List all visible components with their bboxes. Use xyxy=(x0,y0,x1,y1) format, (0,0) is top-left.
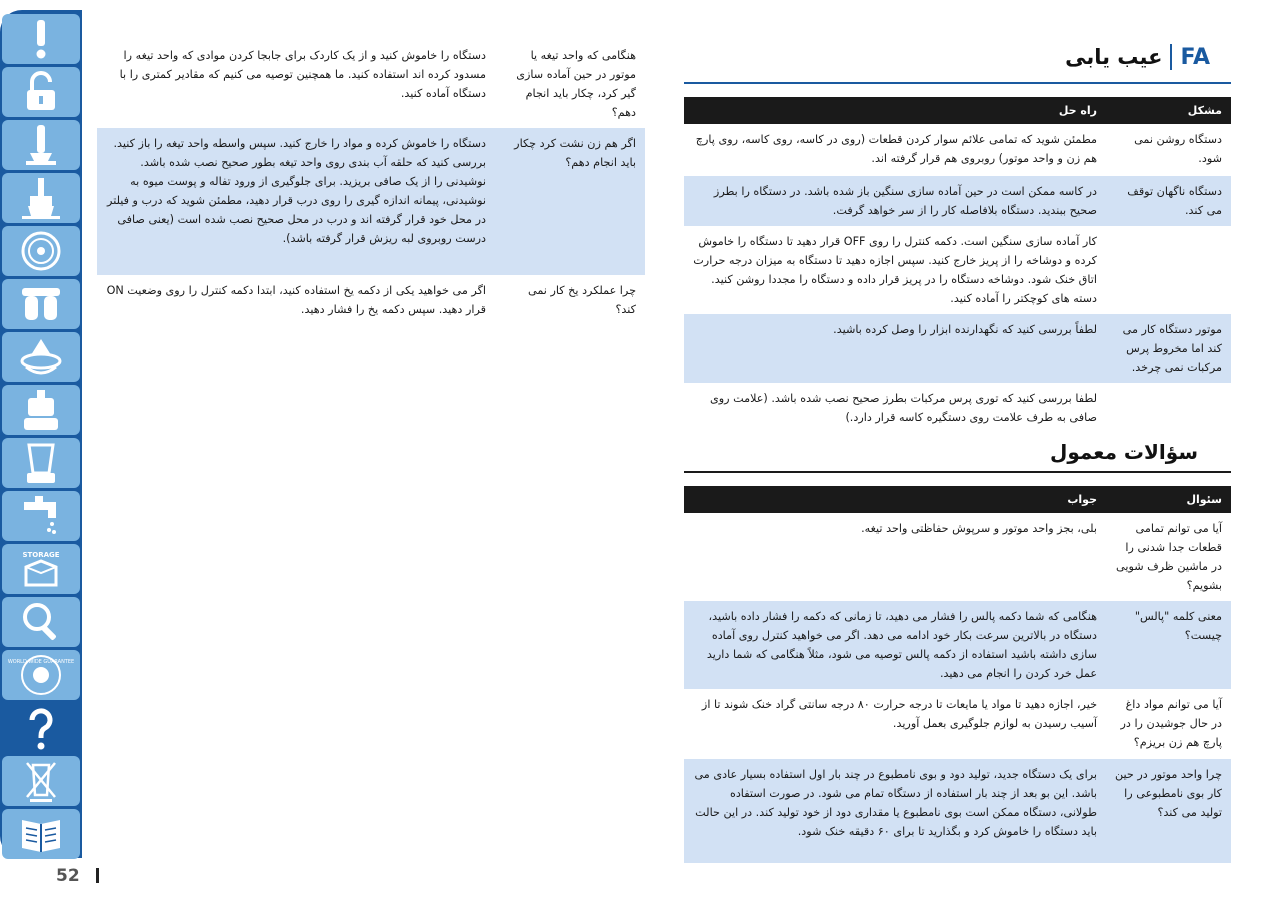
solution-cell: در کاسه ممکن است در حین آماده سازی سنگین باز شده باشد. در دستگاه را بطرز صحیح ببندید. دستگاه بلافاصله کار را از سر خواهد گرفت. xyxy=(684,176,1106,226)
magnifier-icon[interactable] xyxy=(2,597,80,647)
answer-cell: خیر، اجازه دهید تا مواد یا مایعات تا درجه حرارت ۸۰ درجه سانتی گراد خنک شوند تا از آسیب رسیدن به لوازم جلوگیری بعمل آورید. xyxy=(701,698,1097,730)
header-rule xyxy=(684,82,1231,84)
faq-continued-table xyxy=(97,40,645,325)
table-row xyxy=(684,314,1231,383)
answer-cell: دستگاه را خاموش کنید و از یک کاردک برای جابجا کردن موادی که واحد تیغه را مسدود کرده اند استفاده کنید. ما همچنین توصیه می کنیم که مقادیر کمتری را با دستگاه آماده کنید. xyxy=(119,49,486,100)
solution-cell: لطفاً بررسی کنید که نگهدارنده ابزار را وصل کرده باشید. xyxy=(684,314,1106,383)
col-header-question: سئوال xyxy=(1106,486,1231,513)
table-row xyxy=(684,513,1231,601)
padlock-icon[interactable] xyxy=(2,67,80,117)
table-row xyxy=(684,759,1231,863)
storage-label: STORAGE xyxy=(22,551,60,559)
crossed-bin-icon[interactable] xyxy=(2,756,80,806)
blender-jar-icon[interactable] xyxy=(2,438,80,488)
troubleshooting-table xyxy=(684,97,1231,433)
problem-cell: دستگاه ناگهان توقف می کند. xyxy=(1106,176,1231,226)
col-header-solution: راه حل xyxy=(684,97,1106,124)
table-row xyxy=(684,124,1231,176)
answer-cell: هنگامی که شما دکمه پالس را فشار می دهید، تا زمانی که دکمه را فشار داده باشید، دستگاه در بالاترین سرعت بکار خود ادامه می دهد. اگر می خواهید کنترل روی آماده سازی داشته باشید استفاده از دکمه پالس توصیه می شود، مثلاً هنگامی که شما دارید عمل خرد کردن را انجام می دهید. xyxy=(684,601,1106,689)
food-processor-icon[interactable] xyxy=(2,385,80,435)
table-row xyxy=(684,601,1231,689)
solution-cell: مطمئن شوید که تمامی علائم سوار کردن قطعات (روی در کاسه، روی کاسه، روی پارچ هم زن و واحد موتور) روبروی هم قرار گرفته اند. xyxy=(695,133,1097,165)
faq-rule xyxy=(684,471,1231,473)
table-row xyxy=(684,226,1231,314)
answer-cell: بلی، بجز واحد موتور و سرپوش حفاظتی واحد تیغه. xyxy=(861,522,1097,535)
storage-box-icon[interactable] xyxy=(2,544,80,594)
problem-cell xyxy=(1106,383,1231,433)
faq-title: سؤالات معمول xyxy=(1050,440,1198,464)
stick-blender-icon[interactable] xyxy=(2,120,80,170)
table-row xyxy=(684,383,1231,433)
page-number-bar xyxy=(96,868,99,883)
solution-cell: لطفا بررسی کنید که توری پرس مرکبات بطرز صحیح نصب شده باشد. (علامت روی صافی به طرف علامت روی دستگیره کاسه قرار دارد.) xyxy=(709,392,1097,424)
faq-table xyxy=(684,486,1231,863)
disc-icon[interactable] xyxy=(2,226,80,276)
question-cell: چرا واحد موتور در حین کار بوی نامطبوعی را تولید می کند؟ xyxy=(1106,759,1231,863)
answer-cell: اگر می خواهید یکی از دکمه یخ استفاده کنید، ابتدا دکمه کنترل را روی وضعیت ON قرار دهید. سپس دکمه یخ را فشار دهید. xyxy=(106,284,486,316)
problem-cell: دستگاه روشن نمی شود. xyxy=(1134,133,1222,165)
guarantee-label: WORLD-WIDE GUARANTEE xyxy=(7,659,75,665)
manual-book-icon[interactable] xyxy=(2,809,80,859)
col-header-answer: جواب xyxy=(684,486,1106,513)
problem-cell: موتور دستگاه کار می کند اما مخروط پرس مرکبات نمی چرخد. xyxy=(1106,314,1231,383)
warning-icon[interactable] xyxy=(2,14,80,64)
citrus-press-icon[interactable] xyxy=(2,332,80,382)
worldwide-guarantee-icon[interactable] xyxy=(2,650,80,700)
answer-cell: دستگاه را خاموش کرده و مواد را خارج کنید. سپس واسطه واحد تیغه را باز کنید. بررسی کنید که حلقه آب بندی روی واحد تیغه بطور صحیح نصب شده باشد. نوشیدنی را از یک صافی بریزید. برای جلوگیری از ورود تفاله و پوست میوه به نوشیدنی، پیمانه اندازه گیری را روی درب قرار دهید، مطمئن شوید که درب و فیلتر در محل خود قرار گرفته اند و درب در محل صحیح نصب شده است (یعنی صافی درست روبروی لبه ریزش قرار گرفته باشد). xyxy=(97,128,495,275)
page-number: 52 xyxy=(56,866,80,886)
section-sidebar xyxy=(0,10,82,858)
question-mark-icon[interactable] xyxy=(2,703,80,753)
table-row xyxy=(97,128,645,275)
col-header-problem: مشکل xyxy=(1106,97,1231,124)
question-cell: آیا می توانم مواد داغ در حال جوشیدن را در پارچ هم زن بریزم؟ xyxy=(1120,698,1222,749)
table-row xyxy=(97,40,645,128)
question-cell: هنگامی که واحد تیغه یا موتور در حین آماده سازی گیر کرد، چکار باید انجام دهم؟ xyxy=(516,49,636,119)
chopper-blender-icon[interactable] xyxy=(2,173,80,223)
table-row xyxy=(684,176,1231,226)
question-cell: معنی کلمه "پالس" چیست؟ xyxy=(1106,601,1231,689)
problem-cell xyxy=(1106,226,1231,314)
question-cell: آیا می توانم تمامی قطعات جدا شدنی را در ماشین ظرف شویی بشویم؟ xyxy=(1116,522,1222,592)
page-header xyxy=(1065,44,1210,70)
kneading-tools-icon[interactable] xyxy=(2,279,80,329)
question-cell: اگر هم زن نشت کرد چکار باید انجام دهم؟ xyxy=(495,128,645,275)
tap-water-icon[interactable] xyxy=(2,491,80,541)
language-code: FA xyxy=(1180,44,1210,70)
table-row xyxy=(684,689,1231,759)
question-cell: چرا عملکرد یخ کار نمی کند؟ xyxy=(528,284,636,316)
title-separator xyxy=(1170,44,1172,70)
answer-cell: برای یک دستگاه جدید، تولید دود و بوی نامطبوع در چند بار اول استفاده بسیار عادی می باشد. این بو بعد از چند بار استفاده از دستگاه تمام می شود. در صورت استفاده طولانی، دستگاه ممکن است بوی نامطبوع یا مقداری دود از خود تولید کند. در این حالت باید دستگاه را خاموش کرد و بگذارید تا برای ۶۰ دقیقه خنک شود. xyxy=(684,759,1106,863)
solution-cell: کار آماده سازی سنگین است. دکمه کنترل را روی OFF قرار دهید تا دستگاه را خاموش کرده و دوشاخه را از پریز خارج کنید. سپس اجازه دهید تا دستگاه به میزان درجه حرارت اتاق خنک شود. دوشاخه دستگاه را در پریز قرار داده و دستگاه را مجددا روشن کنید. دسته های کوچکتر را آماده کنید. xyxy=(693,235,1097,305)
page-title: عیب یابی xyxy=(1065,45,1163,69)
table-row xyxy=(97,275,645,325)
